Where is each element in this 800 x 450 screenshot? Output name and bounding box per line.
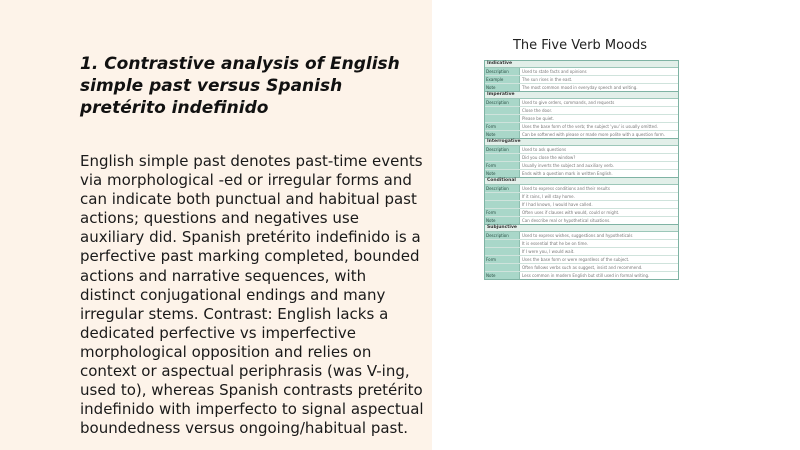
row-text: If I had known, I would have called. xyxy=(522,202,593,207)
table-section xyxy=(485,178,678,225)
row-label: Example xyxy=(485,76,520,83)
table-row xyxy=(485,272,678,279)
row-text: Close the door. xyxy=(522,108,552,113)
table-row xyxy=(485,107,678,115)
row-label xyxy=(485,115,520,122)
section-heading: Interrogative xyxy=(485,139,678,146)
row-text: If it rains, I will stay home. xyxy=(522,194,575,199)
table-row xyxy=(485,170,678,177)
row-text: Usually inverts the subject and auxiliary verb. xyxy=(522,163,615,168)
table-row xyxy=(485,240,678,248)
table-row xyxy=(485,131,678,138)
section-heading: Imperative xyxy=(485,92,678,99)
row-label: Description xyxy=(485,232,520,239)
section-heading: Indicative xyxy=(485,61,678,68)
row-label: Note xyxy=(485,170,520,177)
row-label xyxy=(485,193,520,200)
section-heading: Subjunctive xyxy=(485,225,678,232)
row-label xyxy=(485,201,520,208)
section-heading: Conditional xyxy=(485,178,678,185)
row-text: If I were you, I would wait. xyxy=(522,249,575,254)
table-row xyxy=(485,193,678,201)
row-text: The sun rises in the east. xyxy=(522,77,573,82)
row-text: Used to ask questions xyxy=(522,147,567,152)
table-row xyxy=(485,84,678,91)
table-row xyxy=(485,209,678,217)
table-row xyxy=(485,154,678,162)
table-row xyxy=(485,185,678,193)
table-row xyxy=(485,232,678,240)
table-row xyxy=(485,146,678,154)
row-label xyxy=(485,154,520,161)
row-label: Description xyxy=(485,68,520,75)
row-label: Description xyxy=(485,146,520,153)
row-label: Description xyxy=(485,99,520,106)
table-row xyxy=(485,256,678,264)
slide-title: 1. Contrastive analysis of English simple past versus Spanish pretérito indefinido xyxy=(80,54,400,118)
row-text: Did you close the window? xyxy=(522,155,576,160)
row-text: Less common in modern English but still used in formal writing. xyxy=(522,273,650,278)
row-text: Ends with a question mark in written English. xyxy=(522,171,613,176)
row-text: Uses the base form or were regardless of the subject. xyxy=(522,257,630,262)
row-text: Used to express conditions and their results xyxy=(522,186,610,191)
row-text: It is essential that he be on time. xyxy=(522,241,589,246)
row-text: Please be quiet. xyxy=(522,116,555,121)
row-text: Can describe real or hypothetical situations. xyxy=(522,218,611,223)
row-label xyxy=(485,264,520,271)
row-text: Used to state facts and opinions xyxy=(522,69,587,74)
row-label: Note xyxy=(485,217,520,224)
table-row xyxy=(485,115,678,123)
table-row xyxy=(485,162,678,170)
row-label: Note xyxy=(485,272,520,279)
table-row xyxy=(485,201,678,209)
table-row xyxy=(485,248,678,256)
table-row xyxy=(485,264,678,272)
table-row xyxy=(485,99,678,107)
row-label: Form xyxy=(485,162,520,169)
table-row xyxy=(485,123,678,131)
slide-body-text: English simple past denotes past-time events via morphological -ed or irregular forms and can indicate both punctual and habitual past actions; questions and negatives use auxiliary did. Spanish pretérito indefinido is a perfective past marking completed, bounded actions and narrative sequences, with distinct conjugational endings and many irregular stems. Contrast: English lacks a dedicated perfective vs imperfective morphological opposition and relies on context or aspectual periphrasis (was V-ing, used to), whereas Spanish contrasts pretérito indefinido with imperfecto to signal aspectual boundedness versus ongoing/habitual past. xyxy=(80,152,424,438)
row-text: Uses the base form of the verb; the subject 'you' is usually omitted. xyxy=(522,124,658,129)
row-label xyxy=(485,248,520,255)
row-text: Often uses if clauses with would, could or might. xyxy=(522,210,620,215)
row-label: Description xyxy=(485,185,520,192)
table-row xyxy=(485,217,678,224)
table-row xyxy=(485,68,678,76)
row-label: Form xyxy=(485,209,520,216)
row-text: Often follows verbs such as suggest, insist and recommend. xyxy=(522,265,643,270)
table-section xyxy=(485,61,678,92)
table-section xyxy=(485,139,678,178)
table-section xyxy=(485,92,678,139)
row-label xyxy=(485,240,520,247)
figure-caption: The Five Verb Moods xyxy=(512,38,648,53)
row-label: Note xyxy=(485,84,520,91)
row-text: The most common mood in everyday speech and writing. xyxy=(522,85,638,90)
table-row xyxy=(485,76,678,84)
row-label: Form xyxy=(485,256,520,263)
row-label: Note xyxy=(485,131,520,138)
row-text: Can be softened with please or made more polite with a question form. xyxy=(522,132,665,137)
verb-moods-table xyxy=(484,60,679,280)
row-label: Form xyxy=(485,123,520,130)
row-text: Used to give orders, commands, and requests xyxy=(522,100,615,105)
row-text: Used to express wishes, suggestions and hypotheticals xyxy=(522,233,633,238)
table-section xyxy=(485,225,678,279)
row-label xyxy=(485,107,520,114)
